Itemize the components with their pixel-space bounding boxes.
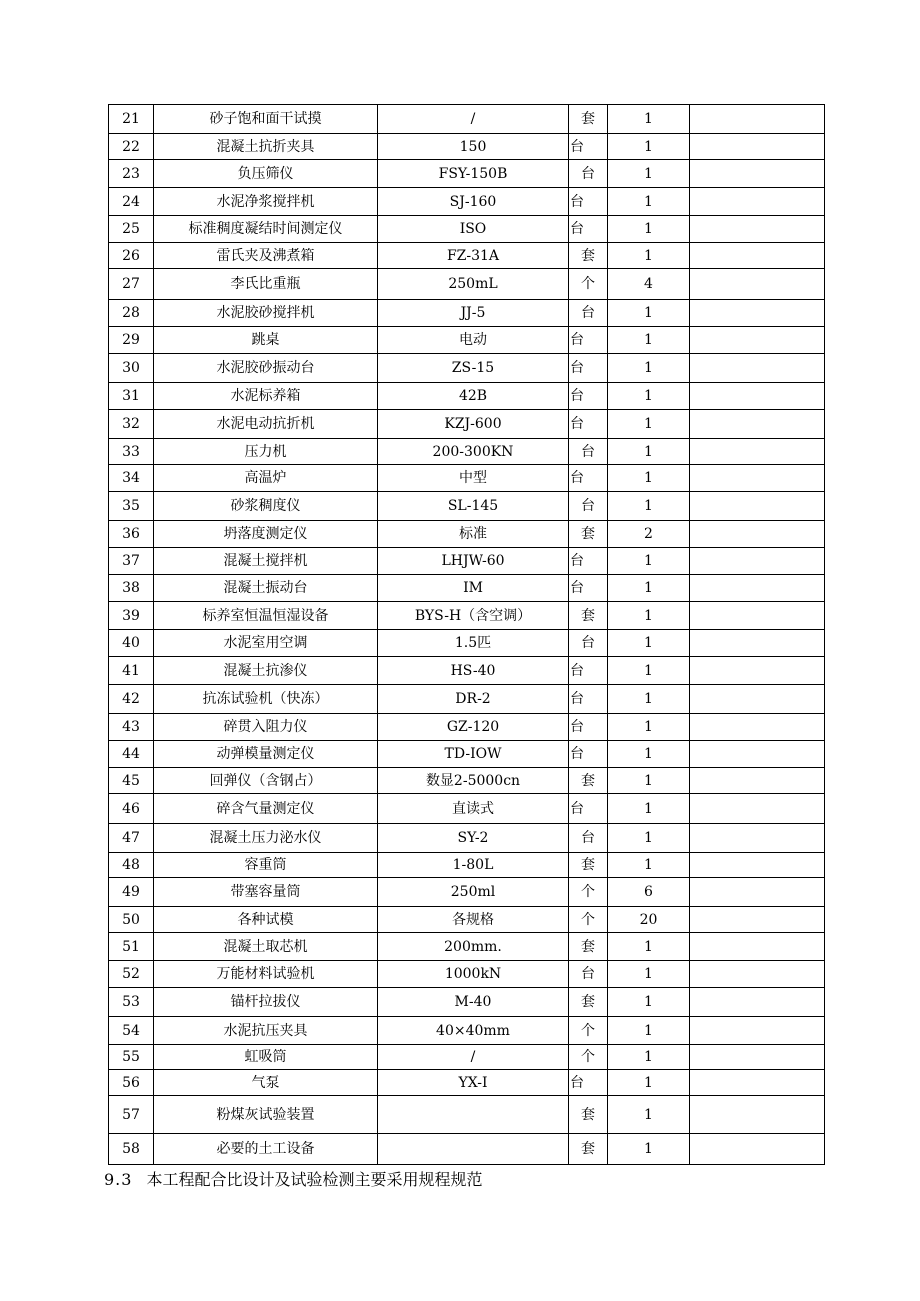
equipment-quantity: 1 bbox=[608, 492, 690, 521]
equipment-unit: 套 bbox=[569, 853, 608, 878]
equipment-table bbox=[108, 104, 825, 1165]
equipment-name: 砂浆稠度仪 bbox=[154, 492, 378, 521]
equipment-spec: SL-145 bbox=[378, 492, 569, 521]
row-number: 21 bbox=[109, 105, 154, 134]
row-number: 43 bbox=[109, 714, 154, 741]
equipment-quantity: 6 bbox=[608, 878, 690, 907]
equipment-name: 负压筛仪 bbox=[154, 160, 378, 188]
equipment-remark bbox=[690, 878, 825, 907]
equipment-name: 标准稠度凝结时间测定仪 bbox=[154, 216, 378, 243]
equipment-name: 气泵 bbox=[154, 1070, 378, 1096]
equipment-spec: 40×40mm bbox=[378, 1017, 569, 1045]
row-number: 37 bbox=[109, 548, 154, 575]
equipment-spec: ISO bbox=[378, 216, 569, 243]
row-number: 28 bbox=[109, 300, 154, 327]
section-heading bbox=[104, 1167, 482, 1190]
equipment-name: 万能材料试验机 bbox=[154, 961, 378, 988]
table-row bbox=[109, 548, 825, 575]
equipment-remark bbox=[690, 768, 825, 794]
equipment-remark bbox=[690, 907, 825, 933]
equipment-unit: 套 bbox=[569, 988, 608, 1017]
equipment-remark bbox=[690, 243, 825, 269]
equipment-remark bbox=[690, 1096, 825, 1134]
row-number: 46 bbox=[109, 794, 154, 824]
equipment-remark bbox=[690, 1070, 825, 1096]
row-number: 31 bbox=[109, 383, 154, 410]
row-number: 51 bbox=[109, 933, 154, 961]
equipment-unit: 个 bbox=[569, 878, 608, 907]
table-row bbox=[109, 492, 825, 521]
equipment-quantity: 1 bbox=[608, 575, 690, 602]
equipment-quantity: 1 bbox=[608, 216, 690, 243]
equipment-spec: 1.5匹 bbox=[378, 630, 569, 657]
row-number: 54 bbox=[109, 1017, 154, 1045]
equipment-spec: / bbox=[378, 1045, 569, 1070]
table-row bbox=[109, 933, 825, 961]
equipment-remark bbox=[690, 521, 825, 548]
row-number: 48 bbox=[109, 853, 154, 878]
equipment-spec: 直读式 bbox=[378, 794, 569, 824]
equipment-remark bbox=[690, 160, 825, 188]
equipment-remark bbox=[690, 465, 825, 492]
table-row bbox=[109, 630, 825, 657]
row-number: 36 bbox=[109, 521, 154, 548]
equipment-quantity: 1 bbox=[608, 714, 690, 741]
equipment-quantity: 1 bbox=[608, 160, 690, 188]
equipment-quantity: 4 bbox=[608, 269, 690, 300]
equipment-remark bbox=[690, 134, 825, 160]
equipment-unit: 套 bbox=[569, 933, 608, 961]
row-number: 47 bbox=[109, 824, 154, 853]
equipment-quantity: 1 bbox=[608, 1045, 690, 1070]
table-row bbox=[109, 907, 825, 933]
equipment-unit: 台 bbox=[569, 714, 608, 741]
table-row bbox=[109, 988, 825, 1017]
row-number: 23 bbox=[109, 160, 154, 188]
row-number: 45 bbox=[109, 768, 154, 794]
row-number: 30 bbox=[109, 354, 154, 383]
equipment-quantity: 1 bbox=[608, 383, 690, 410]
equipment-quantity: 1 bbox=[608, 354, 690, 383]
equipment-remark bbox=[690, 1134, 825, 1165]
equipment-unit: 台 bbox=[569, 741, 608, 768]
equipment-spec: FZ-31A bbox=[378, 243, 569, 269]
equipment-remark bbox=[690, 439, 825, 465]
equipment-name: 回弹仪（含钢占） bbox=[154, 768, 378, 794]
table-row bbox=[109, 1070, 825, 1096]
table-row bbox=[109, 465, 825, 492]
equipment-unit: 套 bbox=[569, 768, 608, 794]
table-row bbox=[109, 853, 825, 878]
row-number: 26 bbox=[109, 243, 154, 269]
equipment-unit: 台 bbox=[569, 300, 608, 327]
equipment-quantity: 1 bbox=[608, 1134, 690, 1165]
equipment-name: 水泥净浆搅拌机 bbox=[154, 188, 378, 216]
table-row bbox=[109, 657, 825, 685]
equipment-unit: 台 bbox=[569, 465, 608, 492]
equipment-spec: FSY-150B bbox=[378, 160, 569, 188]
table-row bbox=[109, 961, 825, 988]
equipment-remark bbox=[690, 933, 825, 961]
equipment-unit: 台 bbox=[569, 216, 608, 243]
equipment-remark bbox=[690, 492, 825, 521]
row-number: 53 bbox=[109, 988, 154, 1017]
equipment-remark bbox=[690, 410, 825, 439]
table-row bbox=[109, 1017, 825, 1045]
equipment-name: 砂子饱和面干试摸 bbox=[154, 105, 378, 134]
equipment-name: 虹吸筒 bbox=[154, 1045, 378, 1070]
section-title: 本工程配合比设计及试验检测主要采用规程规范 bbox=[146, 1170, 483, 1189]
equipment-unit: 台 bbox=[569, 410, 608, 439]
equipment-spec: 数显2-5000cn bbox=[378, 768, 569, 794]
equipment-name: 锚杆拉拔仪 bbox=[154, 988, 378, 1017]
equipment-unit: 套 bbox=[569, 521, 608, 548]
table-row bbox=[109, 327, 825, 354]
table-row bbox=[109, 354, 825, 383]
equipment-quantity: 1 bbox=[608, 1070, 690, 1096]
table-row bbox=[109, 134, 825, 160]
table-row bbox=[109, 824, 825, 853]
equipment-remark bbox=[690, 685, 825, 714]
equipment-unit: 台 bbox=[569, 1070, 608, 1096]
equipment-spec: JJ-5 bbox=[378, 300, 569, 327]
equipment-quantity: 1 bbox=[608, 134, 690, 160]
equipment-spec: BYS-H（含空调） bbox=[378, 602, 569, 630]
equipment-remark bbox=[690, 824, 825, 853]
equipment-unit: 台 bbox=[569, 439, 608, 465]
row-number: 49 bbox=[109, 878, 154, 907]
row-number: 39 bbox=[109, 602, 154, 630]
equipment-unit: 台 bbox=[569, 188, 608, 216]
equipment-remark bbox=[690, 548, 825, 575]
equipment-name: 必要的土工设备 bbox=[154, 1134, 378, 1165]
table-row bbox=[109, 216, 825, 243]
equipment-unit: 套 bbox=[569, 602, 608, 630]
equipment-unit: 套 bbox=[569, 243, 608, 269]
table-row bbox=[109, 741, 825, 768]
equipment-unit: 个 bbox=[569, 269, 608, 300]
equipment-name: 坍落度测定仪 bbox=[154, 521, 378, 548]
equipment-spec: 各规格 bbox=[378, 907, 569, 933]
table-row bbox=[109, 768, 825, 794]
equipment-quantity: 1 bbox=[608, 548, 690, 575]
equipment-name: 抗冻试验机（快冻） bbox=[154, 685, 378, 714]
equipment-remark bbox=[690, 327, 825, 354]
equipment-quantity: 2 bbox=[608, 521, 690, 548]
equipment-remark bbox=[690, 1045, 825, 1070]
equipment-quantity: 1 bbox=[608, 630, 690, 657]
equipment-name: 各种试模 bbox=[154, 907, 378, 933]
equipment-remark bbox=[690, 714, 825, 741]
equipment-quantity: 1 bbox=[608, 988, 690, 1017]
equipment-quantity: 1 bbox=[608, 1096, 690, 1134]
equipment-quantity: 1 bbox=[608, 327, 690, 354]
equipment-unit: 台 bbox=[569, 575, 608, 602]
row-number: 34 bbox=[109, 465, 154, 492]
equipment-unit: 个 bbox=[569, 1045, 608, 1070]
equipment-remark bbox=[690, 216, 825, 243]
equipment-unit: 套 bbox=[569, 1134, 608, 1165]
equipment-quantity: 1 bbox=[608, 768, 690, 794]
row-number: 25 bbox=[109, 216, 154, 243]
equipment-spec: LHJW-60 bbox=[378, 548, 569, 575]
equipment-unit: 台 bbox=[569, 354, 608, 383]
equipment-spec: GZ-120 bbox=[378, 714, 569, 741]
equipment-remark bbox=[690, 853, 825, 878]
equipment-name: 动弹模量测定仪 bbox=[154, 741, 378, 768]
equipment-spec: 200-300KN bbox=[378, 439, 569, 465]
row-number: 33 bbox=[109, 439, 154, 465]
equipment-name: 容重筒 bbox=[154, 853, 378, 878]
row-number: 29 bbox=[109, 327, 154, 354]
equipment-quantity: 1 bbox=[608, 933, 690, 961]
equipment-spec: 42B bbox=[378, 383, 569, 410]
equipment-quantity: 1 bbox=[608, 853, 690, 878]
equipment-spec: 1-80L bbox=[378, 853, 569, 878]
row-number: 50 bbox=[109, 907, 154, 933]
equipment-quantity: 1 bbox=[608, 188, 690, 216]
equipment-unit: 台 bbox=[569, 492, 608, 521]
row-number: 38 bbox=[109, 575, 154, 602]
table-row bbox=[109, 105, 825, 134]
table-row bbox=[109, 1096, 825, 1134]
equipment-quantity: 1 bbox=[608, 300, 690, 327]
row-number: 35 bbox=[109, 492, 154, 521]
row-number: 57 bbox=[109, 1096, 154, 1134]
equipment-remark bbox=[690, 269, 825, 300]
table-row bbox=[109, 188, 825, 216]
equipment-quantity: 1 bbox=[608, 410, 690, 439]
table-row bbox=[109, 794, 825, 824]
equipment-name: 混凝土搅拌机 bbox=[154, 548, 378, 575]
equipment-name: 混凝土抗折夹具 bbox=[154, 134, 378, 160]
table-row bbox=[109, 410, 825, 439]
equipment-spec: TD-IOW bbox=[378, 741, 569, 768]
row-number: 22 bbox=[109, 134, 154, 160]
equipment-spec: IM bbox=[378, 575, 569, 602]
equipment-unit: 台 bbox=[569, 630, 608, 657]
equipment-remark bbox=[690, 794, 825, 824]
row-number: 55 bbox=[109, 1045, 154, 1070]
table-row bbox=[109, 602, 825, 630]
equipment-remark bbox=[690, 1017, 825, 1045]
table-row bbox=[109, 685, 825, 714]
equipment-spec: M-40 bbox=[378, 988, 569, 1017]
equipment-spec: 250ml bbox=[378, 878, 569, 907]
equipment-unit: 台 bbox=[569, 685, 608, 714]
equipment-quantity: 1 bbox=[608, 602, 690, 630]
equipment-quantity: 20 bbox=[608, 907, 690, 933]
table-row bbox=[109, 1045, 825, 1070]
row-number: 52 bbox=[109, 961, 154, 988]
table-row bbox=[109, 439, 825, 465]
equipment-unit: 台 bbox=[569, 383, 608, 410]
equipment-name: 混凝土压力泌水仪 bbox=[154, 824, 378, 853]
table-row bbox=[109, 714, 825, 741]
section-number: 9.3 bbox=[104, 1170, 133, 1189]
equipment-table-body bbox=[109, 105, 825, 1165]
equipment-quantity: 1 bbox=[608, 105, 690, 134]
equipment-remark bbox=[690, 657, 825, 685]
equipment-unit: 台 bbox=[569, 327, 608, 354]
equipment-unit: 个 bbox=[569, 907, 608, 933]
table-row bbox=[109, 160, 825, 188]
equipment-remark bbox=[690, 383, 825, 410]
equipment-remark bbox=[690, 354, 825, 383]
equipment-name: 粉煤灰试验装置 bbox=[154, 1096, 378, 1134]
equipment-unit: 台 bbox=[569, 548, 608, 575]
equipment-name: 高温炉 bbox=[154, 465, 378, 492]
equipment-name: 混凝土抗渗仪 bbox=[154, 657, 378, 685]
equipment-spec bbox=[378, 1096, 569, 1134]
equipment-spec: YX-I bbox=[378, 1070, 569, 1096]
equipment-spec: 中型 bbox=[378, 465, 569, 492]
equipment-name: 碎贯入阻力仪 bbox=[154, 714, 378, 741]
equipment-name: 水泥电动抗折机 bbox=[154, 410, 378, 439]
equipment-unit: 台 bbox=[569, 824, 608, 853]
equipment-spec: 150 bbox=[378, 134, 569, 160]
equipment-remark bbox=[690, 741, 825, 768]
table-row bbox=[109, 383, 825, 410]
equipment-name: 带塞容量筒 bbox=[154, 878, 378, 907]
equipment-quantity: 1 bbox=[608, 439, 690, 465]
equipment-name: 水泥胶砂振动台 bbox=[154, 354, 378, 383]
equipment-remark bbox=[690, 105, 825, 134]
row-number: 41 bbox=[109, 657, 154, 685]
equipment-name: 跳桌 bbox=[154, 327, 378, 354]
row-number: 42 bbox=[109, 685, 154, 714]
equipment-unit: 台 bbox=[569, 961, 608, 988]
equipment-spec: 1000kN bbox=[378, 961, 569, 988]
equipment-spec: ZS-15 bbox=[378, 354, 569, 383]
equipment-name: 水泥标养箱 bbox=[154, 383, 378, 410]
equipment-quantity: 1 bbox=[608, 741, 690, 768]
equipment-unit: 个 bbox=[569, 1017, 608, 1045]
equipment-spec: DR-2 bbox=[378, 685, 569, 714]
table-row bbox=[109, 575, 825, 602]
equipment-remark bbox=[690, 602, 825, 630]
row-number: 32 bbox=[109, 410, 154, 439]
equipment-spec: HS-40 bbox=[378, 657, 569, 685]
row-number: 58 bbox=[109, 1134, 154, 1165]
equipment-remark bbox=[690, 988, 825, 1017]
equipment-unit: 套 bbox=[569, 105, 608, 134]
equipment-name: 雷氏夹及沸煮箱 bbox=[154, 243, 378, 269]
equipment-spec bbox=[378, 1134, 569, 1165]
equipment-quantity: 1 bbox=[608, 657, 690, 685]
equipment-remark bbox=[690, 575, 825, 602]
equipment-spec: 200mm. bbox=[378, 933, 569, 961]
equipment-unit: 台 bbox=[569, 794, 608, 824]
equipment-name: 混凝土振动台 bbox=[154, 575, 378, 602]
equipment-spec: KZJ-600 bbox=[378, 410, 569, 439]
equipment-unit: 台 bbox=[569, 657, 608, 685]
equipment-quantity: 1 bbox=[608, 685, 690, 714]
equipment-quantity: 1 bbox=[608, 1017, 690, 1045]
equipment-name: 压力机 bbox=[154, 439, 378, 465]
table-row bbox=[109, 243, 825, 269]
equipment-name: 李氏比重瓶 bbox=[154, 269, 378, 300]
equipment-unit: 套 bbox=[569, 1096, 608, 1134]
equipment-unit: 台 bbox=[569, 134, 608, 160]
equipment-name: 水泥胶砂搅拌机 bbox=[154, 300, 378, 327]
row-number: 24 bbox=[109, 188, 154, 216]
table-row bbox=[109, 521, 825, 548]
equipment-remark bbox=[690, 630, 825, 657]
equipment-remark bbox=[690, 961, 825, 988]
table-row bbox=[109, 1134, 825, 1165]
equipment-name: 水泥抗压夹具 bbox=[154, 1017, 378, 1045]
equipment-unit: 台 bbox=[569, 160, 608, 188]
equipment-name: 水泥室用空调 bbox=[154, 630, 378, 657]
equipment-remark bbox=[690, 300, 825, 327]
equipment-name: 碎含气量测定仪 bbox=[154, 794, 378, 824]
table-row bbox=[109, 300, 825, 327]
row-number: 27 bbox=[109, 269, 154, 300]
row-number: 56 bbox=[109, 1070, 154, 1096]
equipment-spec: 250mL bbox=[378, 269, 569, 300]
equipment-spec: 标准 bbox=[378, 521, 569, 548]
equipment-name: 标养室恒温恒湿设备 bbox=[154, 602, 378, 630]
equipment-quantity: 1 bbox=[608, 824, 690, 853]
equipment-quantity: 1 bbox=[608, 794, 690, 824]
equipment-spec: 电动 bbox=[378, 327, 569, 354]
equipment-quantity: 1 bbox=[608, 961, 690, 988]
row-number: 44 bbox=[109, 741, 154, 768]
row-number: 40 bbox=[109, 630, 154, 657]
equipment-remark bbox=[690, 188, 825, 216]
table-row bbox=[109, 269, 825, 300]
equipment-spec: / bbox=[378, 105, 569, 134]
table-row bbox=[109, 878, 825, 907]
equipment-quantity: 1 bbox=[608, 243, 690, 269]
equipment-quantity: 1 bbox=[608, 465, 690, 492]
equipment-name: 混凝土取芯机 bbox=[154, 933, 378, 961]
equipment-spec: SY-2 bbox=[378, 824, 569, 853]
equipment-spec: SJ-160 bbox=[378, 188, 569, 216]
